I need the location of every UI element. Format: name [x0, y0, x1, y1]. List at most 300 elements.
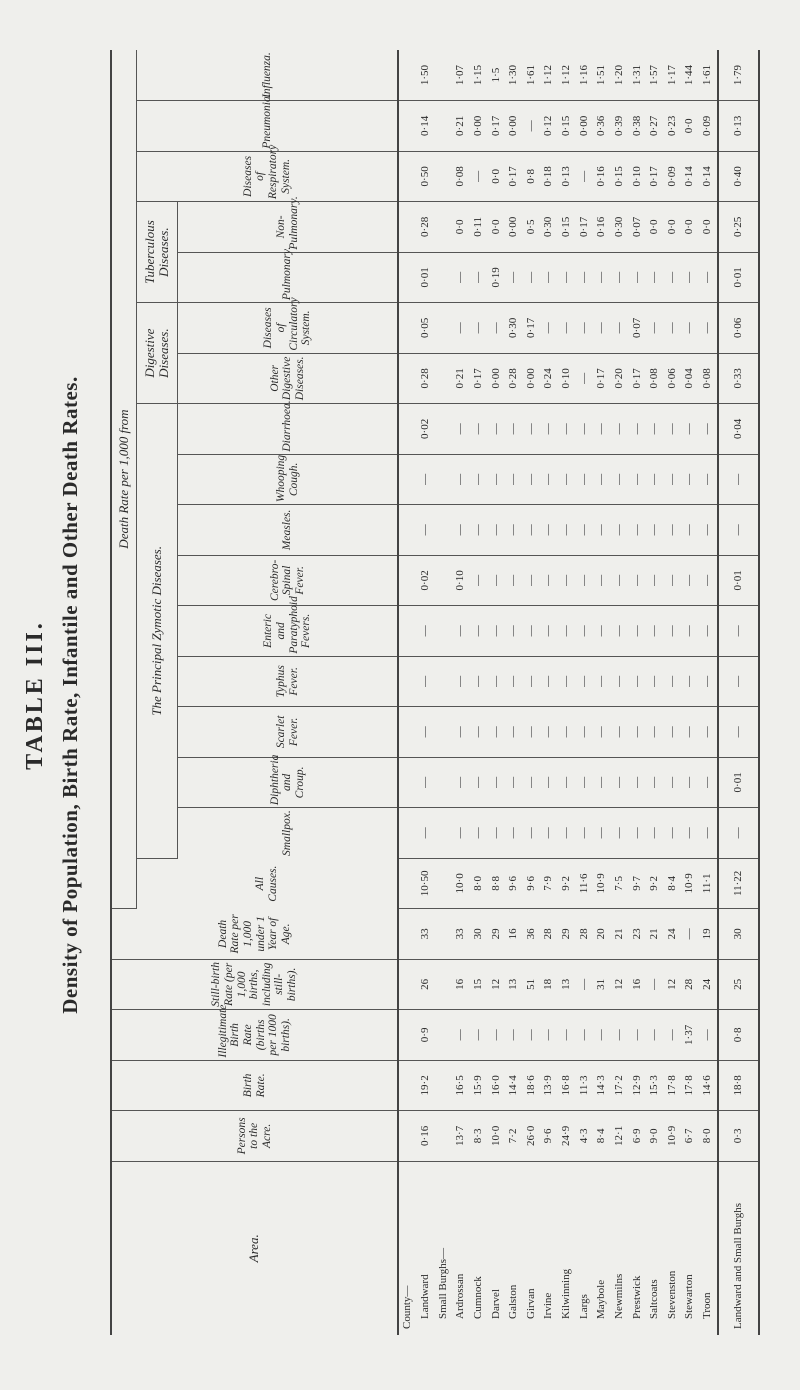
- value-cell: 0·16: [593, 151, 611, 202]
- value-cell: 14·4: [505, 1060, 523, 1111]
- value-cell: —: [611, 555, 629, 606]
- table-row: [452, 50, 470, 1335]
- value-cell: 9·0: [646, 1111, 664, 1162]
- value-cell: 0·33: [718, 353, 759, 404]
- area-cell: Landward and Small Burghs: [718, 1161, 759, 1335]
- value-cell: —: [540, 808, 558, 859]
- value-cell: 12: [487, 959, 505, 1010]
- value-cell: —: [593, 252, 611, 303]
- value-cell: 8·0: [699, 1111, 718, 1162]
- header-smallpox: Smallpox.: [281, 810, 294, 856]
- value-cell: —: [505, 808, 523, 859]
- value-cell: —: [718, 505, 759, 556]
- value-cell: 0·06: [664, 353, 682, 404]
- header-extra-digestive: Diseases of Circulatory System.: [178, 303, 399, 354]
- value-cell: [398, 202, 417, 253]
- value-cell: —: [523, 606, 541, 657]
- area-cell: Maybole: [595, 1279, 608, 1319]
- area-cell: Girvan: [524, 1288, 537, 1319]
- value-cell: 1·15: [470, 50, 488, 101]
- value-cell: —: [558, 606, 576, 657]
- header-diarrhoea: Diarrhoea.: [178, 404, 399, 455]
- value-cell: 16·5: [452, 1060, 470, 1111]
- value-cell: —: [699, 757, 718, 808]
- value-cell: —: [628, 404, 646, 455]
- value-cell: —: [417, 707, 435, 758]
- value-cell: [398, 50, 417, 101]
- value-cell: [398, 606, 417, 657]
- value-cell: 0·04: [681, 353, 699, 404]
- value-cell: [398, 1111, 417, 1162]
- value-cell: 0·0: [646, 202, 664, 253]
- value-cell: 1·50: [417, 50, 435, 101]
- value-cell: 0·11: [470, 202, 488, 253]
- value-cell: [434, 656, 452, 707]
- value-cell: 4·3: [575, 1111, 593, 1162]
- value-cell: —: [540, 606, 558, 657]
- value-cell: —: [540, 252, 558, 303]
- value-cell: 19·2: [417, 1060, 435, 1111]
- area-cell: Landward: [419, 1274, 432, 1319]
- value-cell: 18: [540, 959, 558, 1010]
- value-cell: —: [505, 606, 523, 657]
- value-cell: —: [523, 101, 541, 152]
- value-cell: [398, 707, 417, 758]
- value-cell: [434, 555, 452, 606]
- value-cell: 0·28: [417, 353, 435, 404]
- area-cell: Stewarton: [683, 1274, 696, 1319]
- value-cell: 1·44: [681, 50, 699, 101]
- value-cell: 0·27: [646, 101, 664, 152]
- value-cell: —: [593, 757, 611, 808]
- value-cell: —: [664, 606, 682, 657]
- value-cell: [398, 252, 417, 303]
- value-cell: 0·8: [718, 1010, 759, 1061]
- value-cell: —: [575, 656, 593, 707]
- value-cell: —: [646, 252, 664, 303]
- header-still-birth-rate: Still-birth Rate (per 1,000 births, including still-births).: [111, 959, 398, 1010]
- value-cell: —: [681, 454, 699, 505]
- value-cell: 0·17: [505, 151, 523, 202]
- value-cell: 31: [593, 959, 611, 1010]
- value-cell: [434, 606, 452, 657]
- value-cell: —: [575, 151, 593, 202]
- value-cell: —: [540, 303, 558, 354]
- value-cell: 0·05: [417, 303, 435, 354]
- header-tubercular-group: Tuberculous Diseases.: [137, 202, 178, 303]
- value-cell: 0·16: [593, 202, 611, 253]
- table-row: [611, 50, 629, 1335]
- value-cell: —: [505, 656, 523, 707]
- value-cell: 12·9: [628, 1060, 646, 1111]
- value-cell: —: [575, 808, 593, 859]
- value-cell: —: [646, 656, 664, 707]
- value-cell: 0·3: [718, 1111, 759, 1162]
- value-cell: —: [470, 252, 488, 303]
- value-cell: 0·06: [718, 303, 759, 354]
- value-cell: —: [487, 404, 505, 455]
- value-cell: 0·01: [718, 555, 759, 606]
- value-cell: 25: [718, 959, 759, 1010]
- value-cell: —: [699, 303, 718, 354]
- value-cell: —: [540, 505, 558, 556]
- value-cell: —: [681, 606, 699, 657]
- value-cell: —: [452, 404, 470, 455]
- table-row: [593, 50, 611, 1335]
- value-cell: —: [452, 656, 470, 707]
- value-cell: 12: [611, 959, 629, 1010]
- value-cell: 10·0: [487, 1111, 505, 1162]
- value-cell: 1·61: [699, 50, 718, 101]
- value-cell: —: [452, 808, 470, 859]
- value-cell: 24: [699, 959, 718, 1010]
- value-cell: —: [575, 505, 593, 556]
- value-cell: —: [718, 656, 759, 707]
- value-cell: —: [505, 505, 523, 556]
- value-cell: 0·13: [718, 101, 759, 152]
- value-cell: 0·0: [681, 202, 699, 253]
- value-cell: —: [540, 656, 558, 707]
- value-cell: —: [681, 808, 699, 859]
- value-cell: —: [505, 404, 523, 455]
- header-typhus: Typhus Fever.: [178, 656, 399, 707]
- header-zymotic-group: The Principal Zymotic Diseases.: [137, 404, 178, 859]
- value-cell: —: [593, 303, 611, 354]
- table-row: [487, 50, 505, 1335]
- value-cell: 13: [505, 959, 523, 1010]
- value-cell: —: [505, 555, 523, 606]
- value-cell: —: [558, 505, 576, 556]
- value-cell: —: [558, 454, 576, 505]
- value-cell: 26: [417, 959, 435, 1010]
- value-cell: 18·8: [718, 1060, 759, 1111]
- value-cell: 0·15: [558, 202, 576, 253]
- value-cell: —: [505, 707, 523, 758]
- value-cell: —: [452, 757, 470, 808]
- header-enteric: Enteric and Paratyphoid Fevers.: [178, 606, 399, 657]
- value-cell: [398, 858, 417, 909]
- value-cell: 0·00: [575, 101, 593, 152]
- value-cell: —: [417, 757, 435, 808]
- value-cell: —: [575, 303, 593, 354]
- value-cell: —: [628, 1010, 646, 1061]
- value-cell: —: [470, 303, 488, 354]
- table-row: [628, 50, 646, 1335]
- value-cell: [398, 151, 417, 202]
- value-cell: 1·16: [575, 50, 593, 101]
- header-whooping-cough: Whooping Cough.: [178, 454, 399, 505]
- value-cell: [434, 505, 452, 556]
- header-scarlet-fever: Scarlet Fever.: [178, 707, 399, 758]
- value-cell: —: [575, 555, 593, 606]
- value-cell: 0·30: [505, 303, 523, 354]
- value-cell: —: [523, 808, 541, 859]
- value-cell: 0·08: [646, 353, 664, 404]
- value-cell: —: [417, 808, 435, 859]
- value-cell: 0·16: [417, 1111, 435, 1162]
- value-cell: —: [452, 606, 470, 657]
- value-cell: —: [699, 454, 718, 505]
- value-cell: —: [681, 252, 699, 303]
- value-cell: [434, 303, 452, 354]
- value-cell: —: [452, 252, 470, 303]
- value-cell: 26·0: [523, 1111, 541, 1162]
- value-cell: —: [664, 252, 682, 303]
- value-cell: 10·50: [417, 858, 435, 909]
- value-cell: 10·9: [681, 858, 699, 909]
- area-cell: Cumnock: [471, 1276, 484, 1319]
- value-cell: —: [628, 505, 646, 556]
- value-cell: —: [470, 707, 488, 758]
- value-cell: —: [664, 404, 682, 455]
- value-cell: —: [558, 707, 576, 758]
- value-cell: —: [593, 808, 611, 859]
- value-cell: 0·15: [558, 101, 576, 152]
- value-cell: —: [558, 656, 576, 707]
- area-cell: County—: [401, 1285, 414, 1329]
- area-cell: Darvel: [489, 1289, 502, 1319]
- value-cell: 0·17: [646, 151, 664, 202]
- value-cell: —: [611, 757, 629, 808]
- value-cell: 8·8: [487, 858, 505, 909]
- value-cell: 51: [523, 959, 541, 1010]
- value-cell: —: [664, 707, 682, 758]
- value-cell: 8·3: [470, 1111, 488, 1162]
- value-cell: 17·8: [681, 1060, 699, 1111]
- area-cell: Ardrossan: [454, 1273, 467, 1319]
- value-cell: 12·1: [611, 1111, 629, 1162]
- value-cell: —: [417, 606, 435, 657]
- value-cell: 0·17: [487, 101, 505, 152]
- value-cell: —: [523, 505, 541, 556]
- value-cell: —: [611, 656, 629, 707]
- value-cell: —: [646, 555, 664, 606]
- value-cell: —: [718, 454, 759, 505]
- value-cell: 36: [523, 909, 541, 960]
- value-cell: —: [505, 757, 523, 808]
- value-cell: [398, 555, 417, 606]
- header-illegitimate-birth-rate: Illegitimate Birth Rate (births per 1000 births).: [111, 1010, 398, 1061]
- value-cell: [434, 1010, 452, 1061]
- value-cell: —: [699, 1010, 718, 1061]
- value-cell: 13·7: [452, 1111, 470, 1162]
- value-cell: —: [628, 606, 646, 657]
- value-cell: [434, 101, 452, 152]
- value-cell: [398, 909, 417, 960]
- value-cell: 28: [540, 909, 558, 960]
- value-cell: 0·18: [540, 151, 558, 202]
- value-cell: —: [699, 555, 718, 606]
- value-cell: 14·6: [699, 1060, 718, 1111]
- value-cell: —: [470, 454, 488, 505]
- value-cell: 0·12: [540, 101, 558, 152]
- value-cell: 28: [681, 959, 699, 1010]
- value-cell: 1·20: [611, 50, 629, 101]
- value-cell: —: [575, 404, 593, 455]
- value-cell: 0·17: [593, 353, 611, 404]
- value-cell: 20: [593, 909, 611, 960]
- table-row: [523, 50, 541, 1335]
- area-cell: Galston: [507, 1284, 520, 1319]
- value-cell: 1·17: [664, 50, 682, 101]
- value-cell: —: [540, 757, 558, 808]
- value-cell: 0·39: [611, 101, 629, 152]
- area-cell: Irvine: [542, 1292, 555, 1319]
- value-cell: 16: [628, 959, 646, 1010]
- value-cell: —: [681, 656, 699, 707]
- value-cell: 0·19: [487, 252, 505, 303]
- value-cell: —: [699, 252, 718, 303]
- value-cell: —: [699, 808, 718, 859]
- area-cell: Prestwick: [630, 1275, 643, 1319]
- value-cell: 10·9: [664, 1111, 682, 1162]
- header-pulmonary: Pulmonary.: [178, 252, 399, 303]
- value-cell: 0·23: [664, 101, 682, 152]
- value-cell: —: [611, 454, 629, 505]
- table-row: [646, 50, 664, 1335]
- value-cell: —: [664, 454, 682, 505]
- value-cell: 0·00: [470, 101, 488, 152]
- value-cell: 18·6: [523, 1060, 541, 1111]
- value-cell: 6·7: [681, 1111, 699, 1162]
- value-cell: 9·6: [505, 858, 523, 909]
- header-death-rate-under-1: Death Rate per 1,000 under 1 Year of Age.: [111, 909, 398, 960]
- value-cell: —: [628, 252, 646, 303]
- value-cell: —: [575, 454, 593, 505]
- area-cell: Small Burghs—: [436, 1247, 449, 1319]
- value-cell: 0·0: [487, 151, 505, 202]
- value-cell: 0·0: [664, 202, 682, 253]
- value-cell: 0·09: [664, 151, 682, 202]
- value-cell: —: [575, 252, 593, 303]
- value-cell: —: [646, 1010, 664, 1061]
- value-cell: —: [452, 707, 470, 758]
- value-cell: [398, 353, 417, 404]
- table-row: [398, 50, 417, 1335]
- value-cell: —: [718, 606, 759, 657]
- value-cell: —: [487, 555, 505, 606]
- value-cell: [434, 202, 452, 253]
- value-cell: 0·17: [628, 353, 646, 404]
- value-cell: 1·37: [681, 1010, 699, 1061]
- value-cell: —: [487, 707, 505, 758]
- value-cell: —: [505, 454, 523, 505]
- value-cell: —: [540, 404, 558, 455]
- value-cell: —: [523, 1010, 541, 1061]
- value-cell: [434, 404, 452, 455]
- value-cell: —: [593, 555, 611, 606]
- value-cell: —: [558, 757, 576, 808]
- value-cell: 0·17: [523, 303, 541, 354]
- value-cell: 0·0: [487, 202, 505, 253]
- value-cell: —: [699, 656, 718, 707]
- value-cell: —: [452, 505, 470, 556]
- value-cell: —: [611, 252, 629, 303]
- value-cell: —: [417, 656, 435, 707]
- header-measles: Measles.: [178, 505, 399, 556]
- data-table: [110, 50, 760, 1335]
- value-cell: —: [470, 151, 488, 202]
- value-cell: 0·13: [558, 151, 576, 202]
- value-cell: 29: [558, 909, 576, 960]
- value-cell: —: [664, 505, 682, 556]
- value-cell: 15·3: [646, 1060, 664, 1111]
- value-cell: —: [611, 606, 629, 657]
- value-cell: —: [558, 1010, 576, 1061]
- value-cell: 0·14: [417, 101, 435, 152]
- value-cell: —: [646, 757, 664, 808]
- value-cell: 0·15: [611, 151, 629, 202]
- value-cell: [398, 303, 417, 354]
- value-cell: 6·9: [628, 1111, 646, 1162]
- area-cell: Newmilns: [612, 1273, 625, 1319]
- value-cell: —: [523, 656, 541, 707]
- value-cell: —: [593, 505, 611, 556]
- table-row: [540, 50, 558, 1335]
- value-cell: —: [664, 757, 682, 808]
- value-cell: —: [628, 808, 646, 859]
- value-cell: —: [611, 707, 629, 758]
- value-cell: 11·1: [699, 858, 718, 909]
- table-row: [417, 50, 435, 1335]
- value-cell: 0·30: [611, 202, 629, 253]
- value-cell: 0·14: [699, 151, 718, 202]
- value-cell: 9·6: [523, 858, 541, 909]
- value-cell: —: [646, 404, 664, 455]
- table-row: [664, 50, 682, 1335]
- table-row: [434, 50, 452, 1335]
- value-cell: —: [628, 555, 646, 606]
- value-cell: 0·9: [417, 1010, 435, 1061]
- value-cell: —: [699, 606, 718, 657]
- value-cell: —: [646, 303, 664, 354]
- value-cell: 0·5: [523, 202, 541, 253]
- value-cell: 16·0: [487, 1060, 505, 1111]
- value-cell: 0·09: [699, 101, 718, 152]
- value-cell: 14·3: [593, 1060, 611, 1111]
- value-cell: 0·08: [699, 353, 718, 404]
- value-cell: 0·28: [505, 353, 523, 404]
- value-cell: [398, 808, 417, 859]
- value-cell: —: [523, 252, 541, 303]
- value-cell: —: [452, 1010, 470, 1061]
- value-cell: 0·02: [417, 555, 435, 606]
- value-cell: —: [646, 707, 664, 758]
- value-cell: 0·36: [593, 101, 611, 152]
- table-row: [699, 50, 718, 1335]
- value-cell: —: [681, 404, 699, 455]
- value-cell: —: [417, 505, 435, 556]
- value-cell: —: [593, 606, 611, 657]
- header-area: Area.: [246, 1234, 262, 1263]
- value-cell: —: [540, 1010, 558, 1061]
- value-cell: 8·4: [593, 1111, 611, 1162]
- value-cell: [434, 151, 452, 202]
- value-cell: —: [487, 454, 505, 505]
- header-death-rate-group: Death Rate per 1,000 from: [111, 50, 137, 909]
- area-cell: Kilwinning: [560, 1268, 573, 1319]
- header-diphtheria: Diphtheria and Croup.: [178, 757, 399, 808]
- value-cell: —: [699, 505, 718, 556]
- table-subtitle: Density of Population, Birth Rate, Infantile and Other Death Rates.: [58, 376, 82, 1014]
- value-cell: —: [628, 656, 646, 707]
- value-cell: 10·9: [593, 858, 611, 909]
- table-row: [558, 50, 576, 1335]
- value-cell: —: [681, 707, 699, 758]
- value-cell: 0·17: [470, 353, 488, 404]
- value-cell: 0·00: [487, 353, 505, 404]
- value-cell: 15·9: [470, 1060, 488, 1111]
